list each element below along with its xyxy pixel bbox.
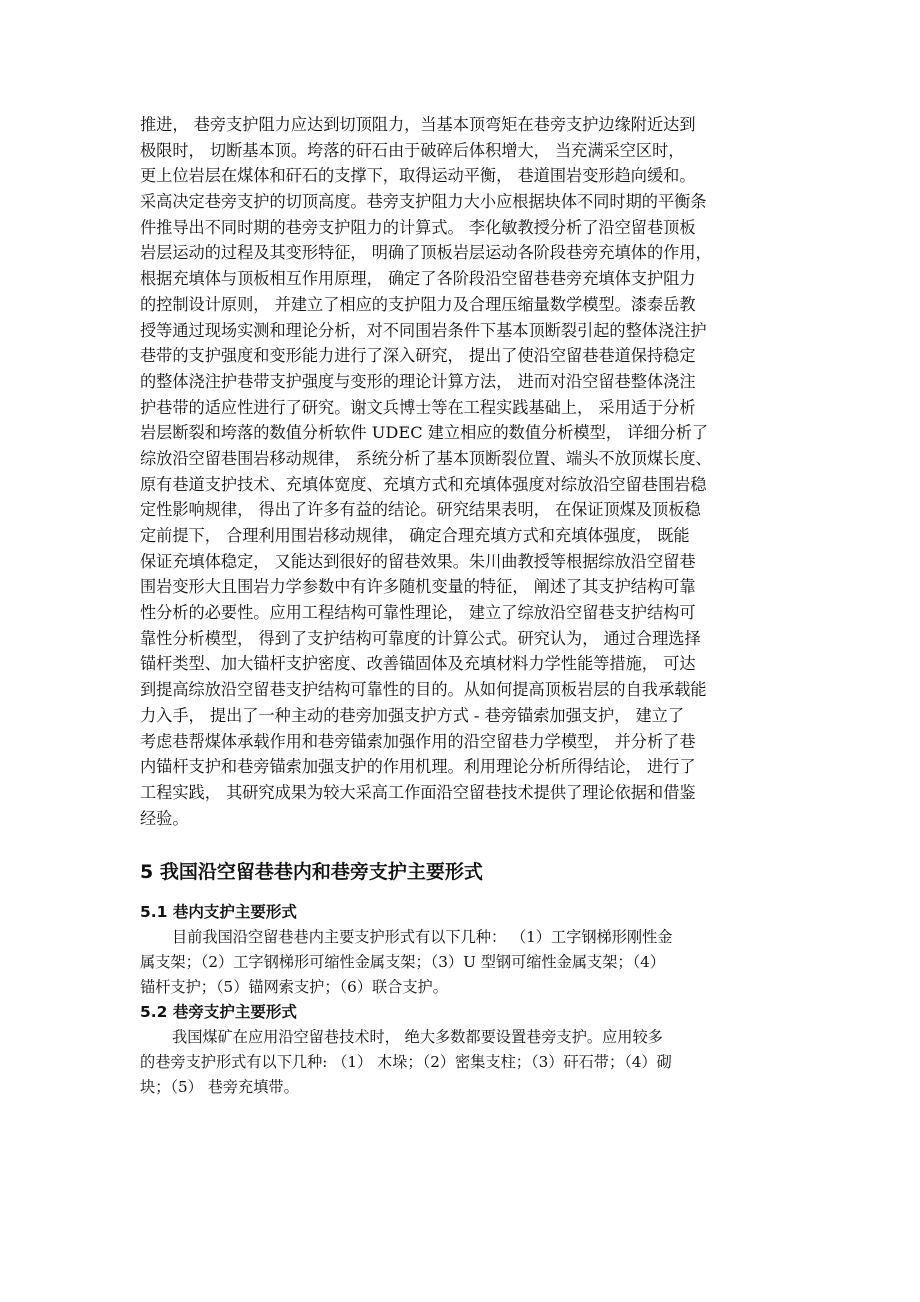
text-line: 考虑巷帮煤体承载作用和巷旁锚索加强作用的沿空留巷力学模型， 并分析了巷: [140, 731, 696, 751]
text-line: 岩层运动的过程及其变形特征， 明确了顶板岩层运动各阶段巷旁充填体的作用，: [140, 243, 712, 263]
text-line: 锚杆类型、加大锚杆支护密度、改善锚固体及充填材料力学性能等措施， 可达: [140, 654, 696, 674]
text-line: 定性影响规律， 得出了许多有益的结论。研究结果表明， 在保证顶煤及顶板稳: [140, 500, 701, 520]
text-line: 根据充填体与顶板相互作用原理， 确定了各阶段沿空留巷巷旁充填体支护阻力: [140, 269, 696, 289]
text-line: 的巷旁支护形式有以下几种: （1） 木垛；（2）密集支柱；（3）矸石带；（4）砌: [140, 1053, 672, 1072]
text-line: 保证充填体稳定， 又能达到很好的留巷效果。朱川曲教授等根据综放沿空留巷: [140, 551, 696, 571]
text-line: 采高决定巷旁支护的切顶高度。巷旁支护阻力大小应根据块体不同时期的平衡条: [140, 192, 707, 212]
text-line: 的控制设计原则， 并建立了相应的支护阻力及合理压缩量数学模型。漆泰岳教: [140, 294, 696, 314]
text-line: 件推导出不同时期的巷旁支护阻力的计算式。 李化敏教授分析了沿空留巷顶板: [140, 217, 696, 237]
section-5-1-heading: 5.1 巷内支护主要形式: [140, 903, 297, 922]
text-line: 性分析的必要性。应用工程结构可靠性理论， 建立了综放沿空留巷支护结构可: [140, 603, 696, 623]
text-line: 锚杆支护；（5）锚网索支护；（6）联合支护。: [140, 978, 448, 997]
text-line: 原有巷道支护技术、充填体宽度、充填方式和充填体强度对综放沿空留巷围岩稳: [140, 474, 707, 494]
text-line: 的整体浇注护巷带支护强度与变形的理论计算方法， 进而对沿空留巷整体浇注: [140, 371, 696, 391]
text-line: 定前提下， 合理利用围岩移动规律， 确定合理充填方式和充填体强度， 既能: [140, 526, 690, 545]
text-line: 工程实践， 其研究成果为较大采高工作面沿空留巷技术提供了理论依据和借鉴: [140, 782, 696, 802]
document-page: [140, 112, 782, 1100]
section-5-2-heading: 5.2 巷旁支护主要形式: [140, 1003, 297, 1022]
text-line: 我国煤矿在应用沿空留巷技术时， 绝大多数都要设置巷旁支护。应用较多: [172, 1028, 663, 1047]
text-line: 护巷带的适应性进行了研究。谢文兵博士等在工程实践基础上， 采用适于分析: [140, 397, 696, 417]
text-line: 经验。: [140, 808, 189, 828]
text-line: 内锚杆支护和巷旁锚索加强支护的作用机理。利用理论分析所得结论， 进行了: [140, 757, 696, 777]
text-line: 围岩变形大且围岩力学参数中有许多随机变量的特征， 阐述了其支护结构可靠: [140, 577, 696, 597]
text-line: 属支架；（2）工字钢梯形可缩性金属支架；（3）U 型钢可缩性金属支架；（4）: [140, 953, 666, 972]
section-5-heading: 5 我国沿空留巷巷内和巷旁支护主要形式: [140, 861, 483, 884]
text-line: 推进， 巷旁支护阻力应达到切顶阻力，当基本顶弯矩在巷旁支护边缘附近达到: [140, 115, 696, 134]
text-line: 更上位岩层在煤体和矸石的支撑下，取得运动平衡， 巷道围岩变形趋向缓和。: [140, 166, 696, 186]
text-line: 力入手， 提出了一种主动的巷旁加强支护方式 - 巷旁锚索加强支护， 建立了: [140, 705, 685, 725]
text-line: 岩层断裂和垮落的数值分析软件 UDEC 建立相应的数值分析模型， 详细分析了: [140, 423, 709, 443]
section-5-1-body: [140, 925, 782, 1000]
text-line: 授等通过现场实测和理论分析，对不同围岩条件下基本顶断裂引起的整体浇注护: [140, 320, 707, 340]
section-5-2-body: [140, 1025, 782, 1100]
text-line: 综放沿空留巷围岩移动规律， 系统分析了基本顶断裂位置、端头不放顶煤长度、: [140, 448, 712, 468]
text-line: 巷带的支护强度和变形能力进行了深入研究， 提出了使沿空留巷巷道保持稳定: [140, 346, 696, 366]
body-paragraph: [140, 112, 782, 831]
text-line: 到提高综放沿空留巷支护结构可靠性的目的。从如何提高顶板岩层的自我承载能: [140, 680, 707, 700]
text-line: 靠性分析模型， 得到了支护结构可靠度的计算公式。研究认为， 通过合理选择: [140, 628, 701, 648]
text-line: 目前我国沿空留巷巷内主要支护形式有以下几种： （1）工字钢梯形刚性金: [172, 928, 673, 947]
text-line: 块；（5） 巷旁充填带。: [140, 1078, 299, 1097]
text-line: 极限时， 切断基本顶。垮落的矸石由于破碎后体积增大， 当充满采空区时，: [140, 140, 685, 160]
